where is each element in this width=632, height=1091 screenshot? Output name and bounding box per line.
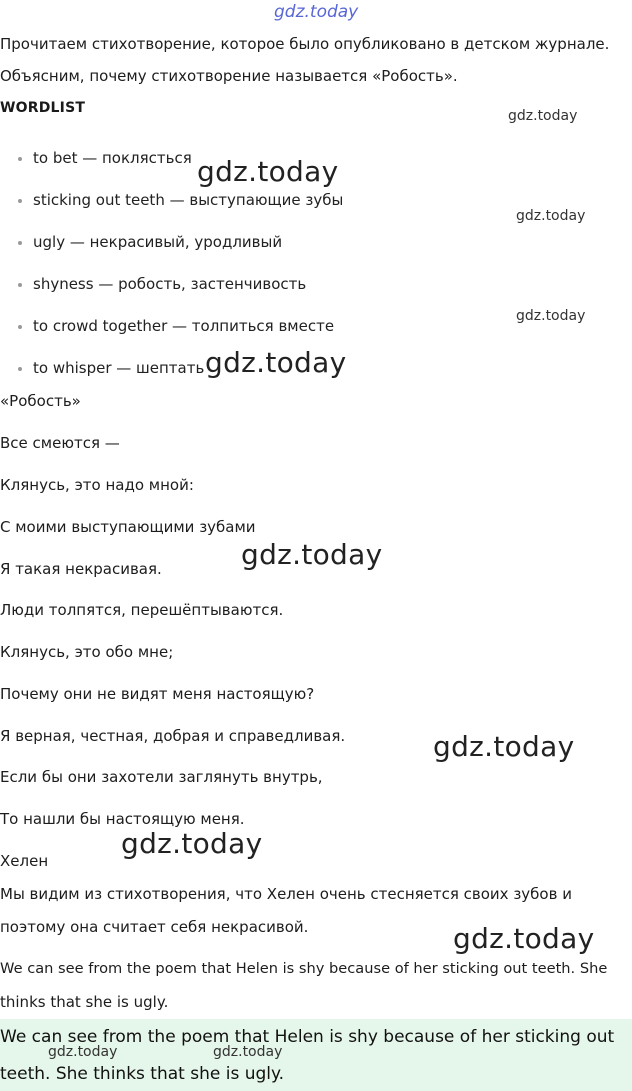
watermark-small: gdz.today [516, 308, 586, 324]
wordlist-item: to crowd together — толпиться вместе [33, 317, 335, 335]
wordlist-item: ugly — некрасивый, уродливый [33, 233, 283, 251]
intro-line-2: Объясним, почему стихотворение называется «Робость». [0, 67, 458, 85]
wordlist-item: to whisper — шептать [33, 359, 205, 377]
explanation-ru-line-2: поэтому она считает себя некрасивой. [0, 918, 309, 936]
wordlist-heading: WORDLIST [0, 100, 86, 116]
bullet-icon [18, 283, 22, 287]
explanation-en-line-2: thinks that she is ugly. [0, 993, 169, 1011]
poem-line: Почему они не видят меня настоящую? [0, 685, 315, 703]
wordlist-item: sticking out teeth — выступающие зубы [33, 191, 344, 209]
watermark-big: gdz.today [121, 827, 263, 860]
watermark-small: gdz.today [48, 1044, 118, 1060]
explanation-ru-line-1: Мы видим из стихотворения, что Хелен очень стесняется своих зубов и [0, 885, 572, 903]
answer-line-1: We can see from the poem that Helen is shy because of her sticking out [0, 1027, 615, 1047]
watermark-small: gdz.today [508, 108, 578, 124]
watermark-big: gdz.today [241, 538, 383, 571]
explanation-en-line-1: We can see from the poem that Helen is shy because of her sticking out teeth. She [0, 960, 608, 977]
bullet-icon [18, 325, 22, 329]
poem-author: Хелен [0, 852, 49, 870]
bullet-icon [18, 199, 22, 203]
poem-line: С моими выступающими зубами [0, 518, 256, 536]
watermark-big: gdz.today [433, 730, 575, 763]
wordlist-item: shyness — робость, застенчивость [33, 275, 307, 293]
bullet-icon [18, 157, 22, 161]
watermark-small: gdz.today [516, 208, 586, 224]
watermark-big: gdz.today [205, 346, 347, 379]
poem-line: Клянусь, это обо мне; [0, 643, 174, 661]
poem-line: Я такая некрасивая. [0, 560, 162, 578]
watermark-big: gdz.today [453, 922, 595, 955]
watermark-small: gdz.today [213, 1044, 283, 1060]
answer-line-2: teeth. She thinks that she is ugly. [0, 1064, 285, 1084]
poem-line: Я верная, честная, добрая и справедливая. [0, 727, 346, 745]
intro-line-1: Прочитаем стихотворение, которое было опубликовано в детском журнале. [0, 35, 610, 53]
watermark-top: gdz.today [274, 2, 359, 22]
bullet-icon [18, 241, 22, 245]
poem-line: Люди толпятся, перешёптываются. [0, 601, 284, 619]
bullet-icon [18, 367, 22, 371]
poem-title: «Робость» [0, 392, 81, 410]
watermark-big: gdz.today [197, 155, 339, 188]
poem-line: То нашли бы настоящую меня. [0, 810, 245, 828]
poem-line: Все смеются — [0, 434, 120, 452]
poem-line: Если бы они захотели заглянуть внутрь, [0, 768, 323, 786]
poem-line: Клянусь, это надо мной: [0, 476, 194, 494]
wordlist-item: to bet — поклясться [33, 149, 192, 167]
